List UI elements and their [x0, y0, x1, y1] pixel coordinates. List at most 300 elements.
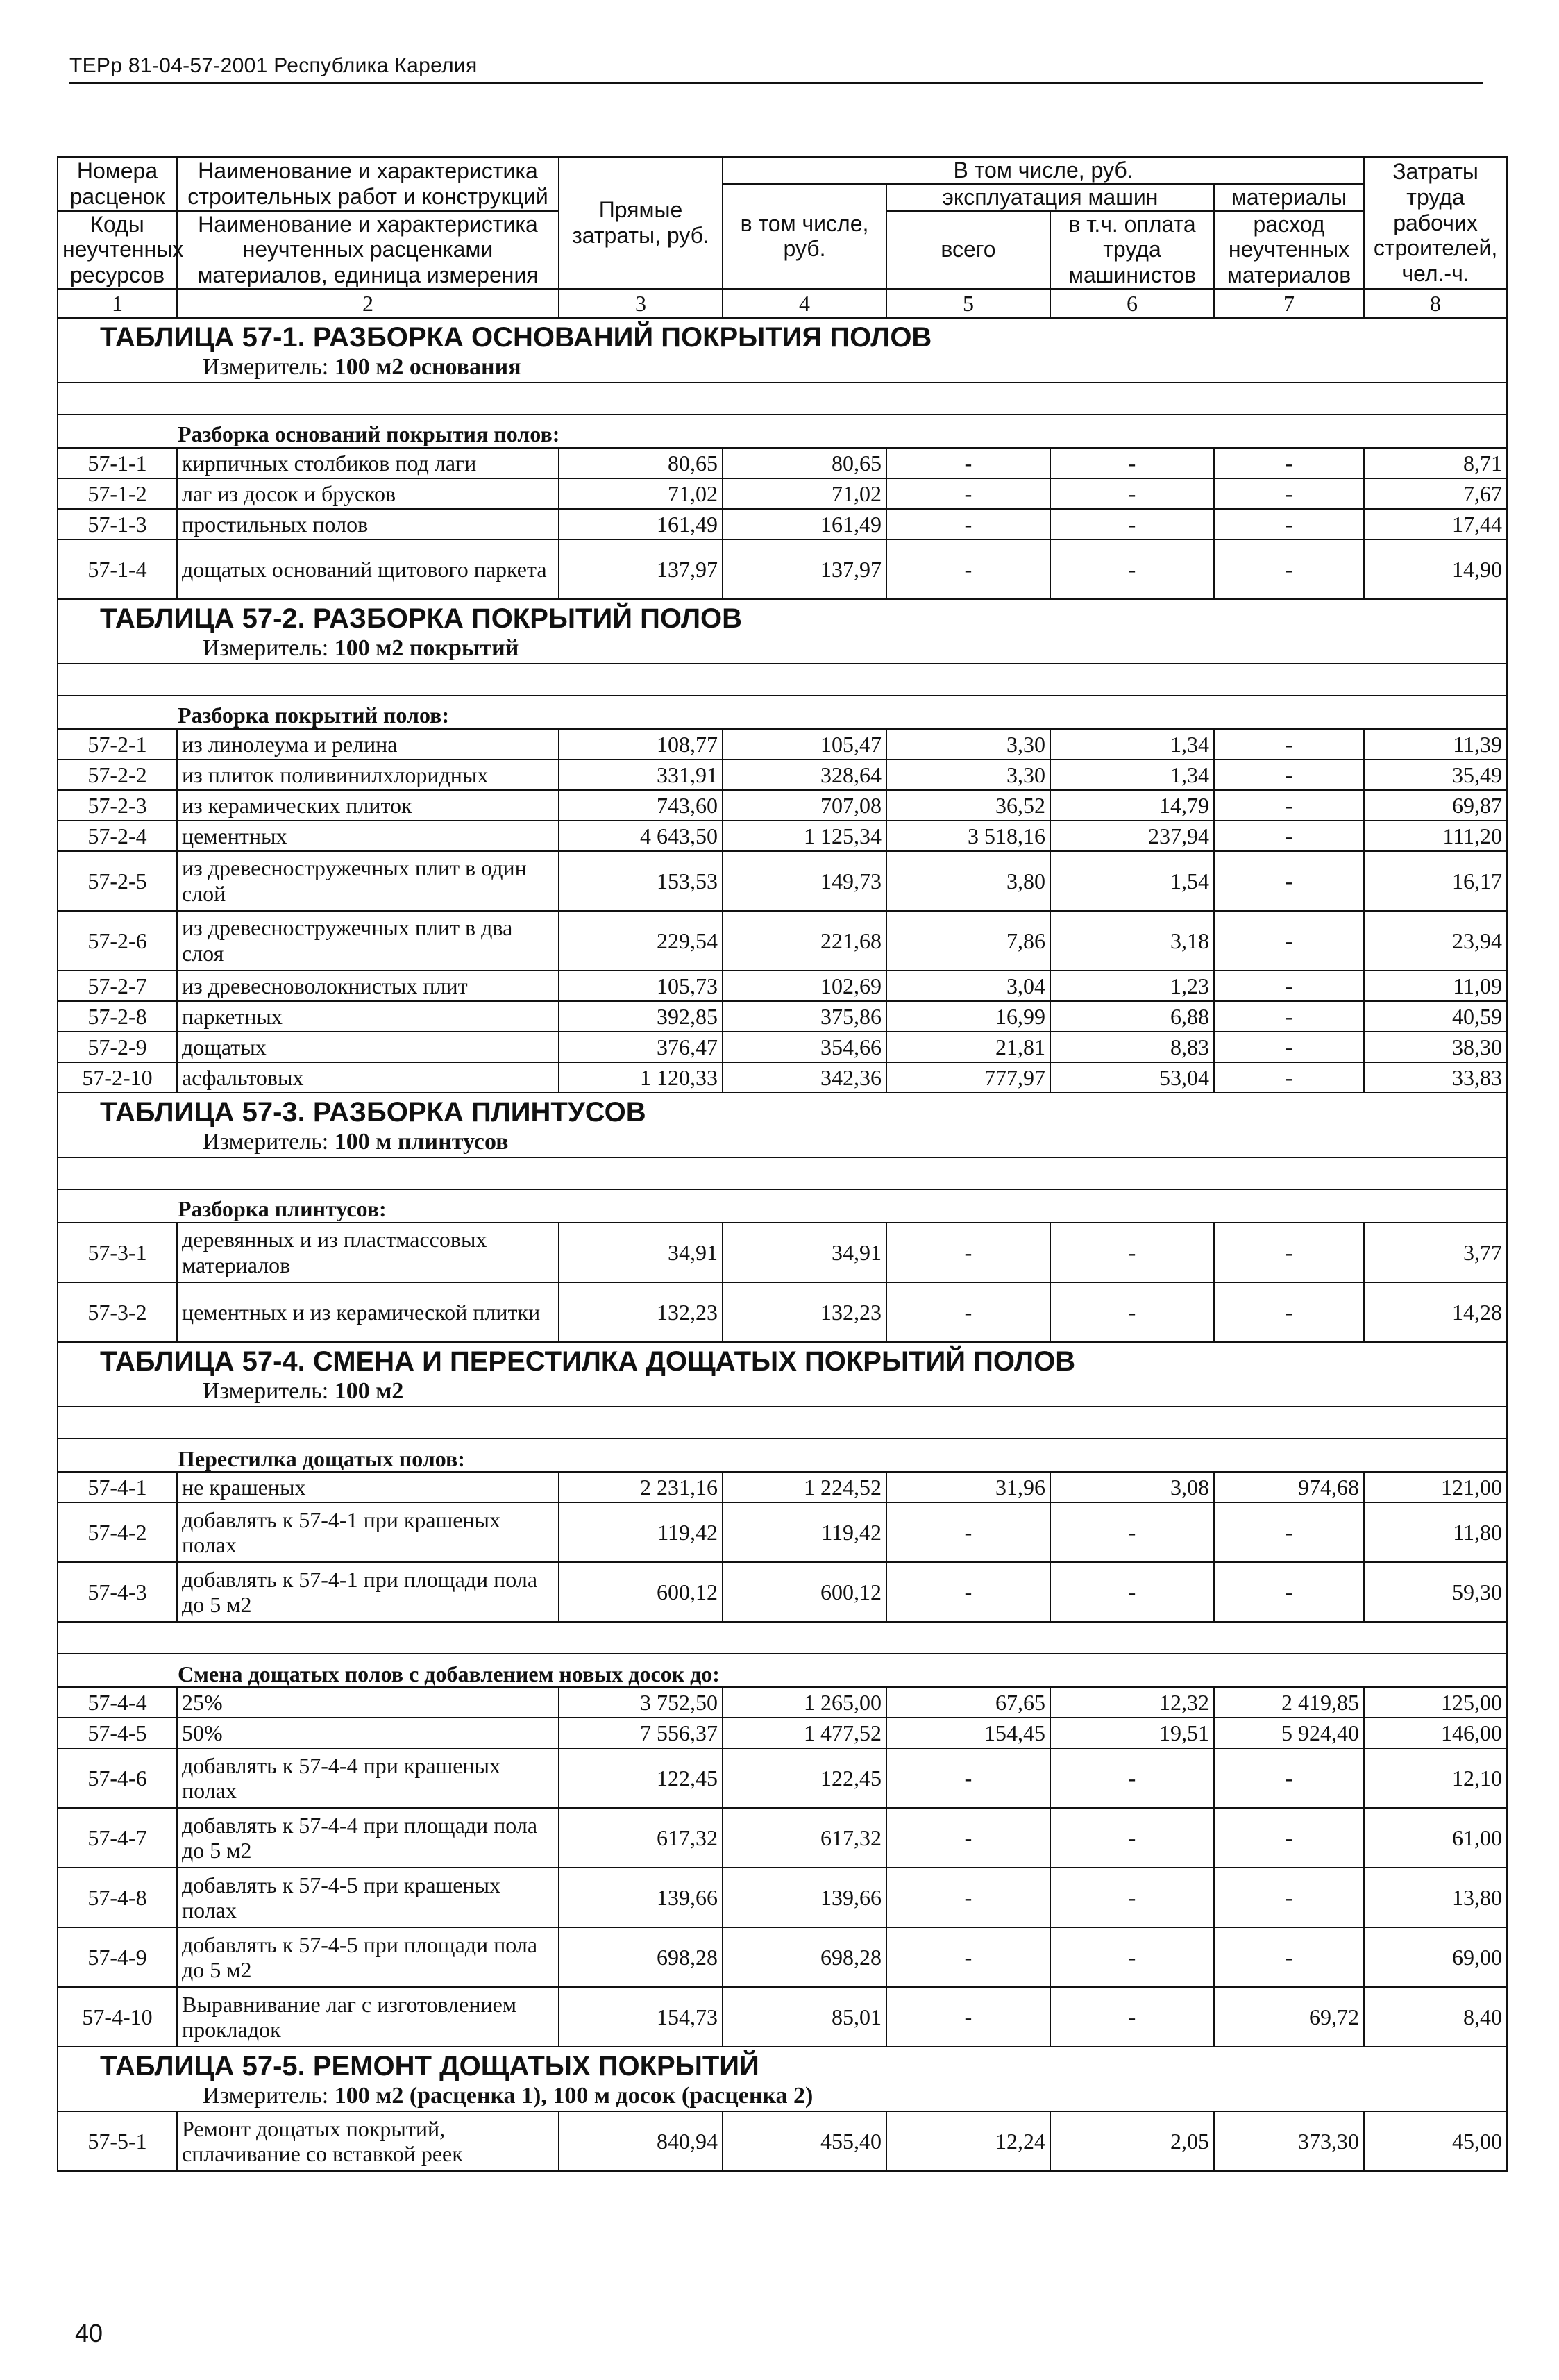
- unit-label: Измеритель:: [203, 353, 329, 380]
- work-name: из древесностружечных плит в один слой: [177, 851, 559, 911]
- table-unit: [100, 635, 1502, 662]
- rate-code: 57-4-7: [58, 1808, 177, 1868]
- col-number: 2: [177, 289, 559, 318]
- material-use: -: [1214, 851, 1364, 911]
- col-header-including: В том числе, руб.: [723, 157, 1364, 184]
- column-number-row: [58, 289, 1507, 318]
- work-name: цементных и из керамической плитки: [177, 1282, 559, 1342]
- rate-code: 57-4-6: [58, 1748, 177, 1808]
- machines-total: -: [886, 448, 1050, 478]
- direct-costs: 132,23: [559, 1282, 723, 1342]
- machinist-wages: 2,05: [1050, 2111, 1214, 2171]
- table-row: [58, 851, 1507, 911]
- col-header-resource-codes: Коды неучтенных ресурсов: [58, 211, 177, 289]
- work-name: не крашеных: [177, 1472, 559, 1502]
- spacer-cell: [58, 664, 1507, 696]
- material-use: -: [1214, 478, 1364, 509]
- material-use: -: [1214, 1282, 1364, 1342]
- rate-code: 57-4-10: [58, 1987, 177, 2047]
- table-title: ТАБЛИЦА 57-3. РАЗБОРКА ПЛИНТУСОВ: [100, 1097, 646, 1128]
- wages: 600,12: [723, 1562, 886, 1622]
- table-title-row: [58, 318, 1507, 383]
- direct-costs: 108,77: [559, 729, 723, 760]
- subheading: Разборка плинтусов:: [58, 1189, 1507, 1223]
- machines-total: 3,30: [886, 760, 1050, 790]
- rate-code: 57-4-2: [58, 1502, 177, 1562]
- table-title: ТАБЛИЦА 57-5. РЕМОНТ ДОЩАТЫХ ПОКРЫТИЙ: [100, 2051, 759, 2082]
- material-use: -: [1214, 911, 1364, 971]
- machinist-wages: -: [1050, 1987, 1214, 2047]
- labor-hours: 13,80: [1364, 1868, 1507, 1927]
- machinist-wages: 53,04: [1050, 1062, 1214, 1093]
- subheading-row: [58, 1654, 1507, 1687]
- work-name: добавлять к 57-4-5 при крашеных полах: [177, 1868, 559, 1927]
- col-header-rate-codes: Номера расценок: [58, 157, 177, 211]
- labor-hours: 146,00: [1364, 1718, 1507, 1748]
- labor-hours: 7,67: [1364, 478, 1507, 509]
- material-use: -: [1214, 1562, 1364, 1622]
- machinist-wages: -: [1050, 1927, 1214, 1987]
- direct-costs: 119,42: [559, 1502, 723, 1562]
- table-row: [58, 1868, 1507, 1927]
- work-name: из керамических плиток: [177, 790, 559, 821]
- table-row: [58, 1223, 1507, 1282]
- labor-hours: 12,10: [1364, 1748, 1507, 1808]
- material-use: -: [1214, 1748, 1364, 1808]
- labor-hours: 8,40: [1364, 1987, 1507, 2047]
- machinist-wages: 1,23: [1050, 971, 1214, 1001]
- machines-total: -: [886, 539, 1050, 599]
- machinist-wages: 1,34: [1050, 760, 1214, 790]
- machinist-wages: -: [1050, 539, 1214, 599]
- table-row: [58, 448, 1507, 478]
- unit-value: 100 м2 (расценка 1), 100 м досок (расценка 2): [334, 2083, 814, 2109]
- rate-code: 57-5-1: [58, 2111, 177, 2171]
- material-use: -: [1214, 1808, 1364, 1868]
- subheading: Перестилка дощатых полов:: [58, 1439, 1507, 1472]
- machinist-wages: 1,54: [1050, 851, 1214, 911]
- spacer-row: [58, 383, 1507, 414]
- machinist-wages: -: [1050, 1282, 1214, 1342]
- work-name: деревянных и из пластмассовых материалов: [177, 1223, 559, 1282]
- direct-costs: 139,66: [559, 1868, 723, 1927]
- table-title-row: [58, 1093, 1507, 1157]
- direct-costs: 153,53: [559, 851, 723, 911]
- material-use: -: [1214, 448, 1364, 478]
- machinist-wages: -: [1050, 1502, 1214, 1562]
- document-header: ТЕРр 81-04-57-2001 Республика Карелия: [69, 54, 478, 77]
- machinist-wages: 3,18: [1050, 911, 1214, 971]
- table-unit: [100, 1128, 1502, 1155]
- material-use: 974,68: [1214, 1472, 1364, 1502]
- labor-hours: 38,30: [1364, 1032, 1507, 1062]
- table-title-cell: [58, 318, 1507, 383]
- table-row: [58, 478, 1507, 509]
- work-name: цементных: [177, 821, 559, 851]
- direct-costs: 137,97: [559, 539, 723, 599]
- col-number: 3: [559, 289, 723, 318]
- rate-code: 57-2-3: [58, 790, 177, 821]
- rate-code: 57-1-3: [58, 509, 177, 539]
- subheading: Смена дощатых полов с добавлением новых досок до:: [58, 1654, 1507, 1687]
- spacer-row: [58, 1407, 1507, 1439]
- col-number: 7: [1214, 289, 1364, 318]
- machinist-wages: 237,94: [1050, 821, 1214, 851]
- wages: 132,23: [723, 1282, 886, 1342]
- table-row: [58, 1687, 1507, 1718]
- wages: 149,73: [723, 851, 886, 911]
- col-header-work-name: Наименование и характеристика строительных работ и конструкций: [177, 157, 559, 211]
- labor-hours: 35,49: [1364, 760, 1507, 790]
- wages: 71,02: [723, 478, 886, 509]
- spacer-cell: [58, 383, 1507, 414]
- work-name: добавлять к 57-4-4 при крашеных полах: [177, 1748, 559, 1808]
- material-use: -: [1214, 821, 1364, 851]
- wages: 85,01: [723, 1987, 886, 2047]
- direct-costs: 698,28: [559, 1927, 723, 1987]
- work-name: из древесноволокнистых плит: [177, 971, 559, 1001]
- material-use: -: [1214, 971, 1364, 1001]
- table-row: [58, 1001, 1507, 1032]
- machinist-wages: 6,88: [1050, 1001, 1214, 1032]
- rate-code: 57-2-9: [58, 1032, 177, 1062]
- table-unit: [100, 1377, 1502, 1405]
- machines-total: -: [886, 1987, 1050, 2047]
- machines-total: 31,96: [886, 1472, 1050, 1502]
- material-use: 2 419,85: [1214, 1687, 1364, 1718]
- work-name: 25%: [177, 1687, 559, 1718]
- material-use: -: [1214, 1927, 1364, 1987]
- page-number: 40: [75, 2319, 103, 2347]
- wages: 161,49: [723, 509, 886, 539]
- header-rule: [69, 82, 1483, 84]
- table-row: [58, 1927, 1507, 1987]
- table-row: [58, 1062, 1507, 1093]
- col-number: 6: [1050, 289, 1214, 318]
- col-number: 5: [886, 289, 1050, 318]
- wages: 342,36: [723, 1062, 886, 1093]
- material-use: -: [1214, 1062, 1364, 1093]
- rate-code: 57-4-8: [58, 1868, 177, 1927]
- machines-total: 777,97: [886, 1062, 1050, 1093]
- machines-total: -: [886, 509, 1050, 539]
- machines-total: 21,81: [886, 1032, 1050, 1062]
- table-title: ТАБЛИЦА 57-4. СМЕНА И ПЕРЕСТИЛКА ДОЩАТЫХ ПОКРЫТИЙ ПОЛОВ: [100, 1346, 1076, 1377]
- material-use: 373,30: [1214, 2111, 1364, 2171]
- rate-code: 57-1-1: [58, 448, 177, 478]
- wages: 1 265,00: [723, 1687, 886, 1718]
- machines-total: 3,04: [886, 971, 1050, 1001]
- labor-hours: 16,17: [1364, 851, 1507, 911]
- table-row: [58, 509, 1507, 539]
- rate-code: 57-2-10: [58, 1062, 177, 1093]
- wages: 698,28: [723, 1927, 886, 1987]
- machines-total: 3,30: [886, 729, 1050, 760]
- col-header-material-name: Наименование и характеристика неучтенных расценками материалов, единица измерения: [177, 211, 559, 289]
- machinist-wages: -: [1050, 1223, 1214, 1282]
- direct-costs: 122,45: [559, 1748, 723, 1808]
- col-header-machinist-wages: в т.ч. оплата труда машинистов: [1050, 211, 1214, 289]
- work-name: дощатых: [177, 1032, 559, 1062]
- direct-costs: 617,32: [559, 1808, 723, 1868]
- machinist-wages: 12,32: [1050, 1687, 1214, 1718]
- table-row: [58, 911, 1507, 971]
- labor-hours: 61,00: [1364, 1808, 1507, 1868]
- rate-code: 57-2-6: [58, 911, 177, 971]
- wages: 1 477,52: [723, 1718, 886, 1748]
- unit-label: Измеритель:: [203, 635, 329, 662]
- header-row-1: [58, 157, 1507, 184]
- rate-code: 57-2-4: [58, 821, 177, 851]
- subheading: Разборка оснований покрытия полов:: [58, 414, 1507, 448]
- machines-total: -: [886, 1562, 1050, 1622]
- machines-total: -: [886, 1502, 1050, 1562]
- rate-code: 57-4-9: [58, 1927, 177, 1987]
- machinist-wages: 19,51: [1050, 1718, 1214, 1748]
- labor-hours: 8,71: [1364, 448, 1507, 478]
- machines-total: -: [886, 1927, 1050, 1987]
- wages: 137,97: [723, 539, 886, 599]
- rate-code: 57-2-7: [58, 971, 177, 1001]
- table-title-row: [58, 599, 1507, 664]
- table-title-cell: [58, 599, 1507, 664]
- machines-total: 16,99: [886, 1001, 1050, 1032]
- table-row: [58, 760, 1507, 790]
- wages: 354,66: [723, 1032, 886, 1062]
- machinist-wages: -: [1050, 448, 1214, 478]
- labor-hours: 121,00: [1364, 1472, 1507, 1502]
- work-name: паркетных: [177, 1001, 559, 1032]
- labor-hours: 23,94: [1364, 911, 1507, 971]
- machines-total: 7,86: [886, 911, 1050, 971]
- labor-hours: 45,00: [1364, 2111, 1507, 2171]
- machines-total: 3,80: [886, 851, 1050, 911]
- labor-hours: 69,00: [1364, 1927, 1507, 1987]
- col-number: 4: [723, 289, 886, 318]
- spacer-cell: [58, 1157, 1507, 1189]
- machinist-wages: -: [1050, 1562, 1214, 1622]
- machinist-wages: -: [1050, 1868, 1214, 1927]
- machinist-wages: -: [1050, 509, 1214, 539]
- table-row: [58, 821, 1507, 851]
- material-use: -: [1214, 790, 1364, 821]
- labor-hours: 3,77: [1364, 1223, 1507, 1282]
- rate-code: 57-3-1: [58, 1223, 177, 1282]
- col-header-wages: в том числе, руб.: [723, 184, 886, 289]
- work-name: Выравнивание лаг с изготовлением прокладок: [177, 1987, 559, 2047]
- col-header-labor: Затраты труда рабочих строителей, чел.-ч.: [1364, 157, 1507, 289]
- material-use: -: [1214, 760, 1364, 790]
- direct-costs: 4 643,50: [559, 821, 723, 851]
- machines-total: 3 518,16: [886, 821, 1050, 851]
- unit-label: Измеритель:: [203, 1129, 329, 1155]
- direct-costs: 331,91: [559, 760, 723, 790]
- rates-table: [57, 156, 1508, 2172]
- work-name: из линолеума и релина: [177, 729, 559, 760]
- unit-value: 100 м2: [334, 1378, 404, 1405]
- table-title-cell: [58, 1093, 1507, 1157]
- machines-total: -: [886, 1868, 1050, 1927]
- table-row: [58, 790, 1507, 821]
- subheading-row: [58, 696, 1507, 729]
- rate-code: 57-2-5: [58, 851, 177, 911]
- spacer-row: [58, 1157, 1507, 1189]
- table-row: [58, 1472, 1507, 1502]
- material-use: 5 924,40: [1214, 1718, 1364, 1748]
- direct-costs: 840,94: [559, 2111, 723, 2171]
- unit-label: Измеритель:: [203, 2083, 329, 2109]
- direct-costs: 600,12: [559, 1562, 723, 1622]
- table-row: [58, 1987, 1507, 2047]
- labor-hours: 14,28: [1364, 1282, 1507, 1342]
- col-header-material-use: расход неучтенных материалов: [1214, 211, 1364, 289]
- direct-costs: 34,91: [559, 1223, 723, 1282]
- direct-costs: 71,02: [559, 478, 723, 509]
- direct-costs: 154,73: [559, 1987, 723, 2047]
- table-unit: [100, 353, 1502, 380]
- rate-code: 57-2-1: [58, 729, 177, 760]
- wages: 455,40: [723, 2111, 886, 2171]
- col-header-machines-total: всего: [886, 211, 1050, 289]
- direct-costs: 161,49: [559, 509, 723, 539]
- col-header-direct-costs: Прямые затраты, руб.: [559, 157, 723, 289]
- table-row: [58, 729, 1507, 760]
- machinist-wages: -: [1050, 1748, 1214, 1808]
- wages: 102,69: [723, 971, 886, 1001]
- machinist-wages: -: [1050, 478, 1214, 509]
- spacer-cell: [58, 1622, 1507, 1654]
- machinist-wages: 1,34: [1050, 729, 1214, 760]
- work-name: асфальтовых: [177, 1062, 559, 1093]
- machinist-wages: 8,83: [1050, 1032, 1214, 1062]
- material-use: -: [1214, 509, 1364, 539]
- material-use: -: [1214, 539, 1364, 599]
- machines-total: -: [886, 1808, 1050, 1868]
- labor-hours: 33,83: [1364, 1062, 1507, 1093]
- direct-costs: 2 231,16: [559, 1472, 723, 1502]
- table-unit: [100, 2082, 1502, 2109]
- labor-hours: 125,00: [1364, 1687, 1507, 1718]
- labor-hours: 14,90: [1364, 539, 1507, 599]
- wages: 34,91: [723, 1223, 886, 1282]
- work-name: добавлять к 57-4-1 при крашеных полах: [177, 1502, 559, 1562]
- rate-code: 57-2-8: [58, 1001, 177, 1032]
- table-title-row: [58, 1342, 1507, 1407]
- wages: 122,45: [723, 1748, 886, 1808]
- direct-costs: 7 556,37: [559, 1718, 723, 1748]
- wages: 328,64: [723, 760, 886, 790]
- wages: 80,65: [723, 448, 886, 478]
- wages: 617,32: [723, 1808, 886, 1868]
- subheading-row: [58, 1189, 1507, 1223]
- rate-code: 57-4-4: [58, 1687, 177, 1718]
- table-row: [58, 2111, 1507, 2171]
- subheading-row: [58, 1439, 1507, 1472]
- table-title-row: [58, 2047, 1507, 2111]
- wages: 221,68: [723, 911, 886, 971]
- work-name: дощатых оснований щитового паркета: [177, 539, 559, 599]
- unit-label: Измеритель:: [203, 1378, 329, 1405]
- rate-code: 57-1-2: [58, 478, 177, 509]
- rate-code: 57-4-3: [58, 1562, 177, 1622]
- machines-total: 67,65: [886, 1687, 1050, 1718]
- material-use: 69,72: [1214, 1987, 1364, 2047]
- table-title-cell: [58, 2047, 1507, 2111]
- work-name: простильных полов: [177, 509, 559, 539]
- material-use: -: [1214, 1001, 1364, 1032]
- rate-code: 57-3-2: [58, 1282, 177, 1342]
- direct-costs: 376,47: [559, 1032, 723, 1062]
- work-name: из древесностружечных плит в два слоя: [177, 911, 559, 971]
- machines-total: 36,52: [886, 790, 1050, 821]
- col-number: 8: [1364, 289, 1507, 318]
- spacer-cell: [58, 1407, 1507, 1439]
- labor-hours: 11,39: [1364, 729, 1507, 760]
- direct-costs: 229,54: [559, 911, 723, 971]
- table-row: [58, 1282, 1507, 1342]
- machinist-wages: 14,79: [1050, 790, 1214, 821]
- table-title-cell: [58, 1342, 1507, 1407]
- subheading: Разборка покрытий полов:: [58, 696, 1507, 729]
- labor-hours: 69,87: [1364, 790, 1507, 821]
- unit-value: 100 м плинтусов: [334, 1129, 509, 1155]
- direct-costs: 1 120,33: [559, 1062, 723, 1093]
- table-row: [58, 1562, 1507, 1622]
- col-header-materials: материалы: [1214, 184, 1364, 211]
- labor-hours: 111,20: [1364, 821, 1507, 851]
- table-row: [58, 971, 1507, 1001]
- table-title: ТАБЛИЦА 57-1. РАЗБОРКА ОСНОВАНИЙ ПОКРЫТИЯ ПОЛОВ: [100, 321, 932, 353]
- table-row: [58, 539, 1507, 599]
- machines-total: -: [886, 1748, 1050, 1808]
- labor-hours: 11,09: [1364, 971, 1507, 1001]
- work-name: лаг из досок и брусков: [177, 478, 559, 509]
- machines-total: -: [886, 1282, 1050, 1342]
- machines-total: -: [886, 478, 1050, 509]
- table-row: [58, 1748, 1507, 1808]
- table-row: [58, 1808, 1507, 1868]
- table-row: [58, 1502, 1507, 1562]
- wages: 105,47: [723, 729, 886, 760]
- machines-total: -: [886, 1223, 1050, 1282]
- work-name: кирпичных столбиков под лаги: [177, 448, 559, 478]
- table-row: [58, 1718, 1507, 1748]
- direct-costs: 80,65: [559, 448, 723, 478]
- unit-value: 100 м2 покрытий: [334, 635, 519, 662]
- rate-code: 57-1-4: [58, 539, 177, 599]
- wages: 707,08: [723, 790, 886, 821]
- rate-code: 57-4-1: [58, 1472, 177, 1502]
- spacer-row: [58, 1622, 1507, 1654]
- wages: 119,42: [723, 1502, 886, 1562]
- wages: 139,66: [723, 1868, 886, 1927]
- work-name: добавлять к 57-4-1 при площади пола до 5 м2: [177, 1562, 559, 1622]
- direct-costs: 3 752,50: [559, 1687, 723, 1718]
- material-use: -: [1214, 1032, 1364, 1062]
- material-use: -: [1214, 1502, 1364, 1562]
- work-name: добавлять к 57-4-5 при площади пола до 5 м2: [177, 1927, 559, 1987]
- machines-total: 12,24: [886, 2111, 1050, 2171]
- col-header-machines: эксплуатация машин: [886, 184, 1214, 211]
- machinist-wages: -: [1050, 1808, 1214, 1868]
- unit-value: 100 м2 основания: [334, 353, 521, 380]
- labor-hours: 11,80: [1364, 1502, 1507, 1562]
- machines-total: 154,45: [886, 1718, 1050, 1748]
- wages: 1 125,34: [723, 821, 886, 851]
- rate-code: 57-2-2: [58, 760, 177, 790]
- direct-costs: 105,73: [559, 971, 723, 1001]
- work-name: добавлять к 57-4-4 при площади пола до 5 м2: [177, 1808, 559, 1868]
